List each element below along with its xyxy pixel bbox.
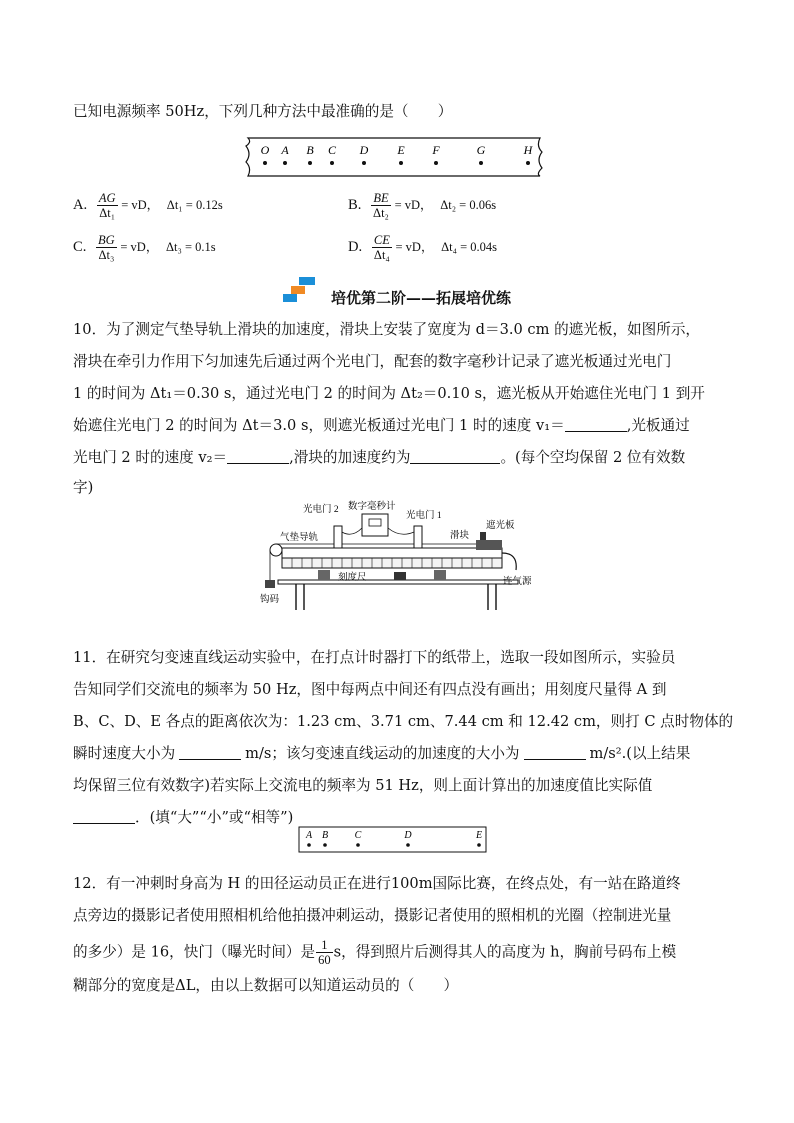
q11-line-2: 告知同学们交流电的频率为 50 Hz，图中每两点中间还有四点没有画出；用刻度尺量得 A 到 [73,681,667,698]
option-d[interactable]: D. $\frac{CE}{\text{Δt₄}}$ = vD， Δt₄ = 0.04s [348,233,498,262]
q11-line-6: ．(填“大”“小”或“相等”) [73,808,293,828]
label-timer: 数字毫秒计 [348,502,396,512]
label-plate: 遮光板 [486,521,515,531]
label-slider: 滑块 [450,531,470,541]
tape1-dot [308,161,312,165]
tape2-label-B: B [321,830,329,841]
option-c[interactable]: C. $\frac{BG}{\text{Δt₃}}$ = vD， Δt₃ = 0.1s [73,233,216,262]
q12-line-1: 12．有一冲刺时身高为 H 的田径运动员正在进行100m国际比赛，在终点处，有一站在路道终 [73,875,681,892]
q11-line-1: 11．在研究匀变速直线运动实验中，在打点计时器打下的纸带上，选取一段如图所示，实验员 [73,649,676,666]
tape1-dot [399,161,403,165]
tape1-dot [479,161,483,165]
q11-line-3: B、C、D、E 各点的距离依次为：1.23 cm、3.71 cm、7.44 cm 和 12.42 cm，则打 C 点时物体的 [73,713,734,730]
tape1-label-O: O [260,143,270,157]
tape2-label-C: C [354,830,362,841]
paper-tape-diagram [240,134,550,180]
tape1-dot [263,161,267,165]
label-rail: 气垫导轨 [280,533,319,543]
label-ruler: 刻度尺 [338,573,367,583]
tape1-dot [362,161,366,165]
tape1-label-G: G [476,143,486,157]
q10-line-4: 始遮住光电门 2 的时间为 Δt＝3.0 s，则遮光板通过光电门 1 时的速度 v₁＝ ,光板通过 [73,417,690,434]
answer-blank-v2[interactable] [227,449,289,464]
tape2-dot [356,843,360,847]
shutter-fraction: $\frac{1}{60}$ [318,938,331,967]
answer-blank-a[interactable] [410,449,500,464]
tape2-dot [307,843,311,847]
q10-line-5: 光电门 2 时的速度 v₂＝ ,滑块的加速度约为 。(每个空均保留 2 位有效数 [73,449,686,466]
tape1-label-C: C [327,143,337,157]
q11-line-5: 均保留三位有效数字)若实际上交流电的频率为 51 Hz，则上面计算出的加速度值比实际值 [73,777,653,794]
q10-line-6: 字) [73,479,94,496]
tape1-dot [330,161,334,165]
answer-blank-compare[interactable] [73,809,135,824]
tape1-dot [283,161,287,165]
option-a[interactable]: A. $\frac{AG}{\text{Δt₁}}$ = vD， Δt₁ = 0.12s [73,191,223,220]
answer-blank-vc[interactable] [179,745,241,760]
q12-line-4: 糊部分的宽度是ΔL，由以上数据可以知道运动员的（ ） [73,977,459,994]
q12-line-3: 的多少）是 16，快门（曝光时间）是 $\frac{1}{60}$ s，得到照片后测得其人的高度为 h，胸前号码布上模 [73,938,677,967]
tape1-label-D: D [359,143,369,157]
tape1-label-E: E [397,143,405,157]
tape2-dot [323,843,327,847]
paper-tape-2-diagram [298,826,488,854]
tape2-label-E: E [475,830,483,841]
answer-blank-v1[interactable] [565,417,627,432]
label-gate1: 光电门 1 [406,511,442,521]
tape2-dot [477,843,481,847]
answer-blank-accel[interactable] [524,745,586,760]
label-gate2: 光电门 2 [303,505,339,515]
tape1-dot [526,161,530,165]
tape2-label-D: D [404,830,412,841]
tape1-label-F: F [432,143,440,157]
q11-line-4: 瞬时速度大小为 m/s；该匀变速直线运动的加速度的大小为 m/s².(以上结果 [73,745,691,762]
tape1-dot [434,161,438,165]
tape2-dot [406,843,410,847]
option-b[interactable]: B. $\frac{BE}{\text{Δt₂}}$ = vD， Δt₂ = 0.06s [348,191,497,220]
section-title: 培优第二阶——拓展培优练 [330,289,511,307]
q10-line-1: 10．为了测定气垫导轨上滑块的加速度，滑块上安装了宽度为 d＝3.0 cm 的遮光板，如图所示， [73,321,701,338]
air-track-diagram [248,498,548,610]
tape2-label-A: A [305,830,313,841]
tape1-labels [261,143,534,157]
label-weight: 钩码 [260,595,280,605]
question-9-stem: 已知电源频率 50Hz，下列几种方法中最准确的是（ ） [73,103,453,120]
tape1-label-H: H [523,143,533,157]
tape1-label-B: B [306,143,314,157]
q10-line-2: 滑块在牵引力作用下匀加速先后通过两个光电门，配套的数字毫秒计记录了遮光板通过光电门 [73,353,672,370]
q12-line-2: 点旁边的摄影记者使用照相机给他拍摄冲刺运动，摄影记者使用的照相机的光圈（控制进光量 [73,907,672,924]
q10-line-3: 1 的时间为 Δt₁＝0.30 s，通过光电门 2 的时间为 Δt₂＝0.10 s，遮光板从开始遮住光电门 1 到开 [73,385,705,402]
label-air: 连气源 [503,577,532,587]
tape1-label-A: A [281,143,289,157]
